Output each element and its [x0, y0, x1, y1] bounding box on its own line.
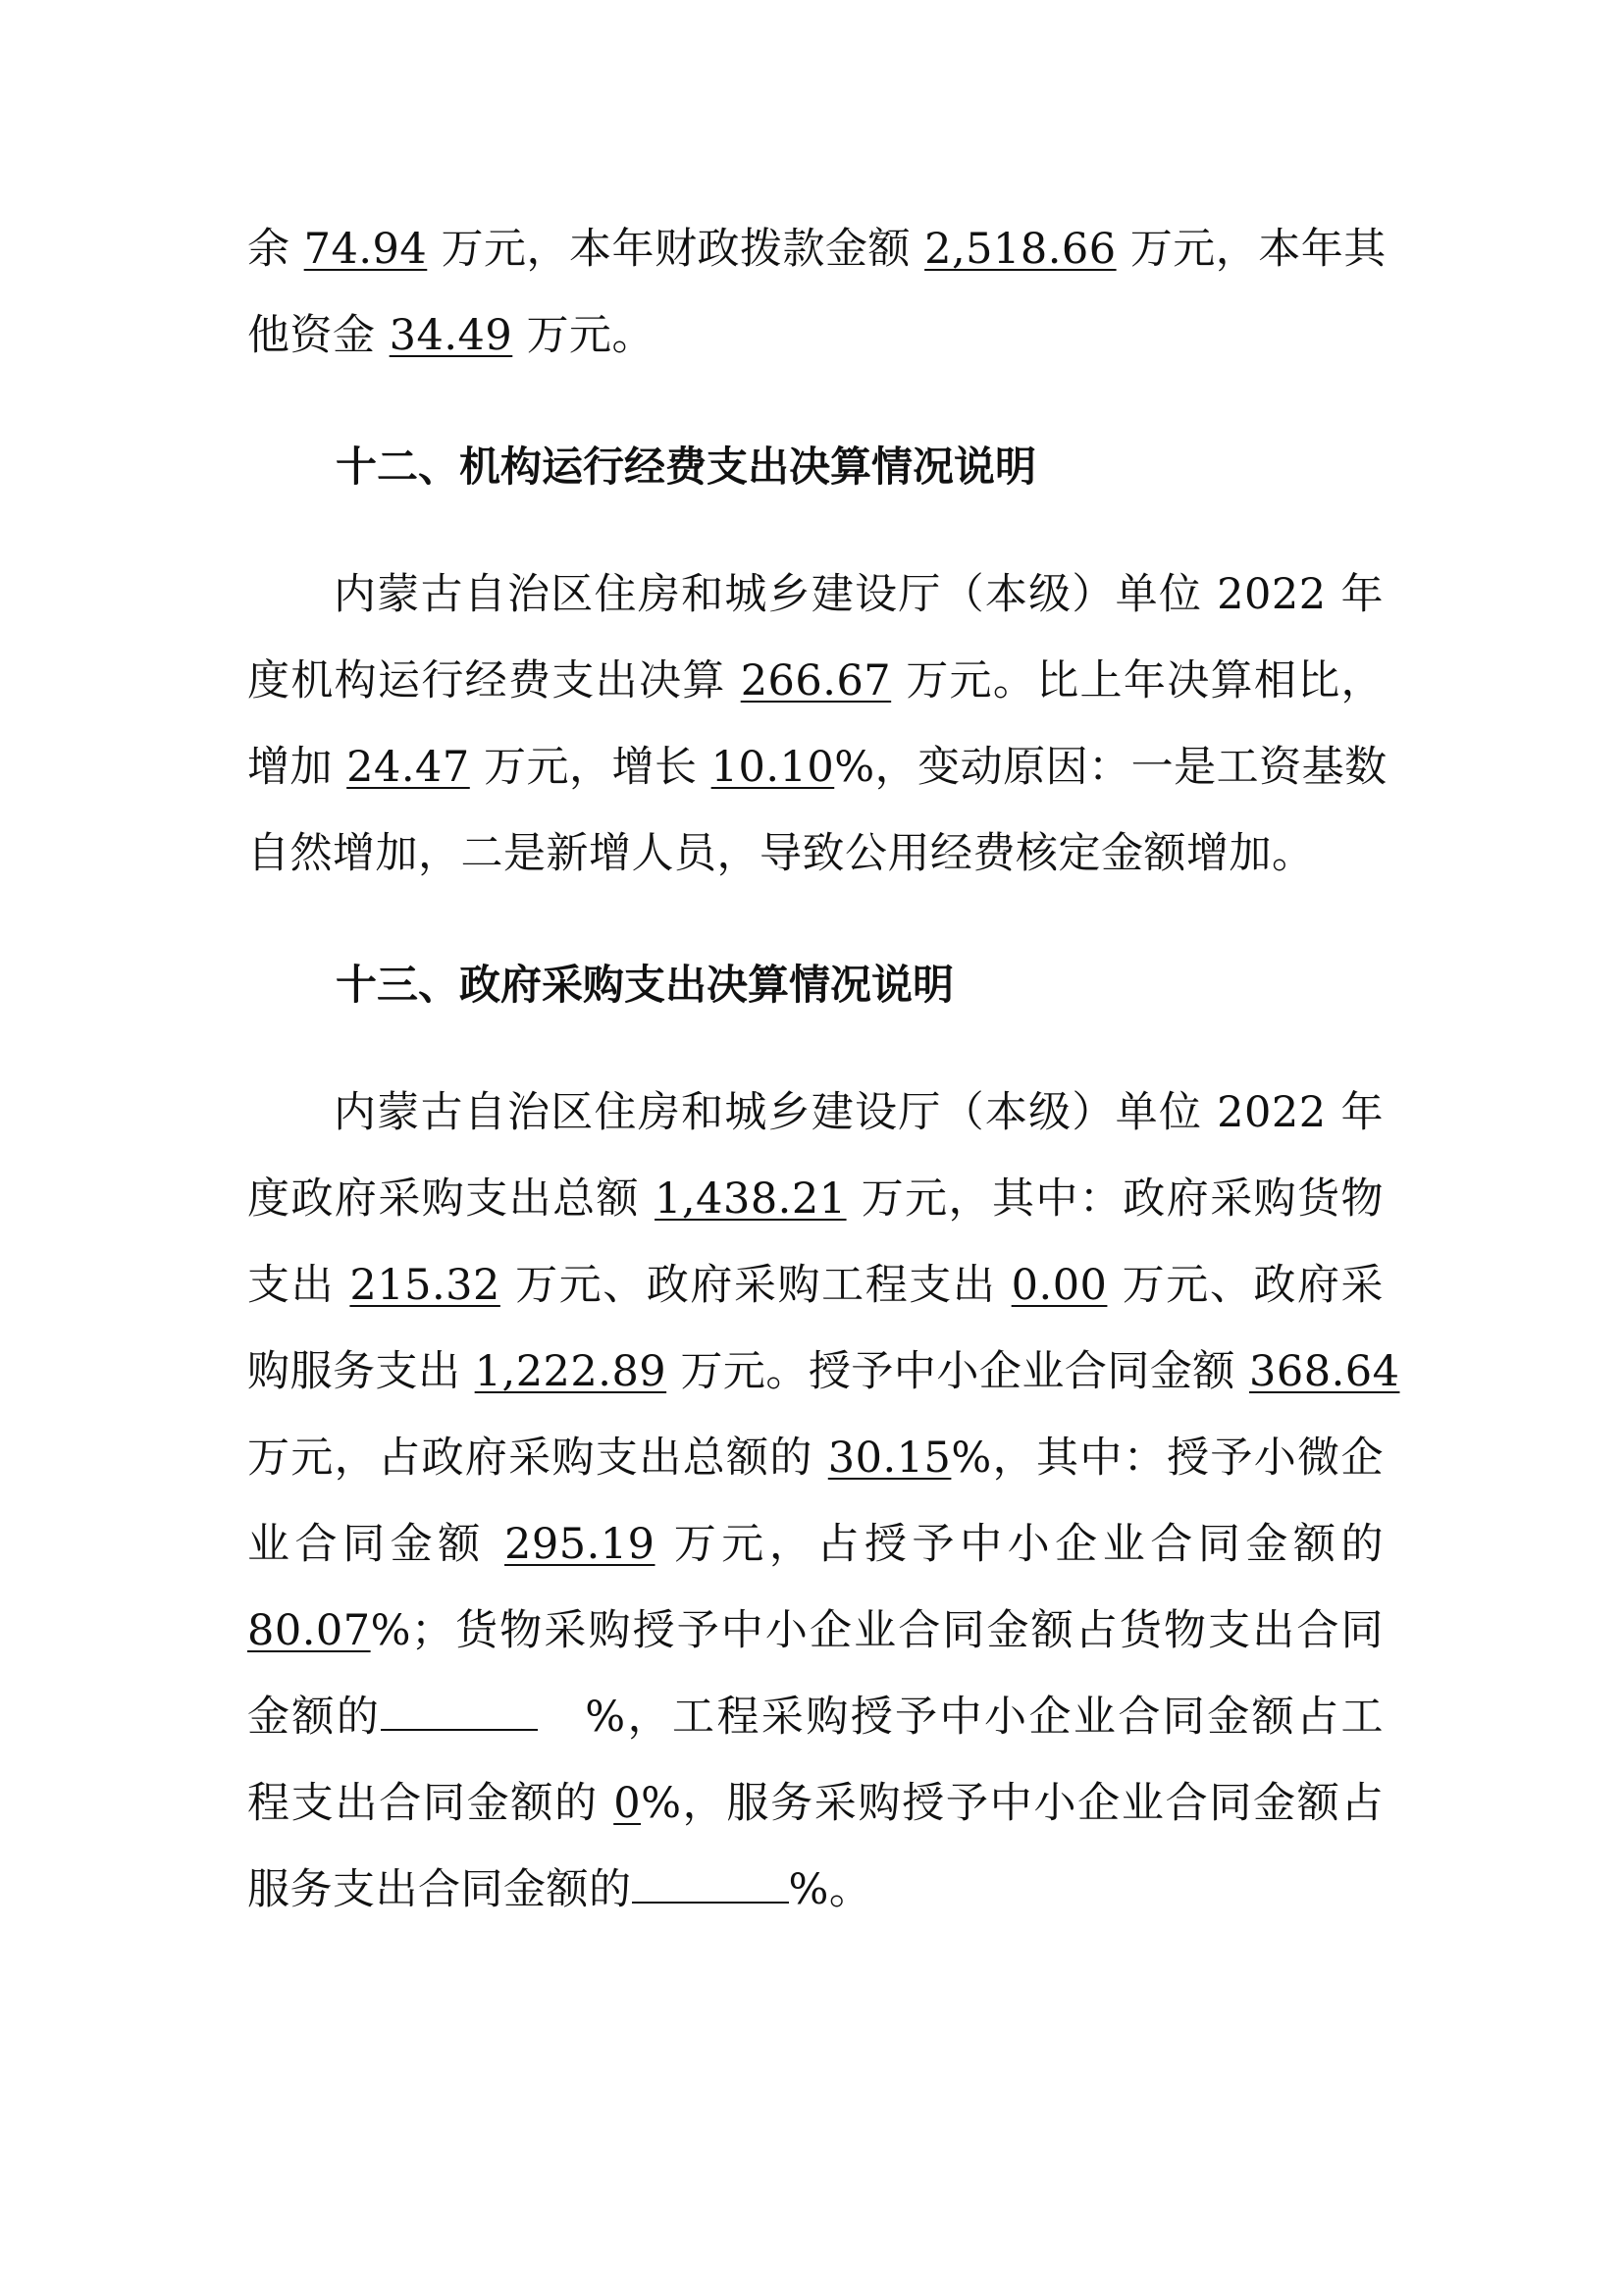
- text: 程支出合同金额的: [247, 1779, 599, 1828]
- percent-value: 0: [613, 1779, 642, 1828]
- paragraph-line: [247, 292, 1384, 379]
- text: 万元。比上年决算相比，: [906, 656, 1385, 705]
- text: %，工程采购授予中小企业合同金额占工: [585, 1693, 1384, 1742]
- text: 金额的: [247, 1693, 382, 1742]
- paragraph-line: [247, 206, 1387, 292]
- amount-value: 266.67: [740, 656, 892, 705]
- paragraph-line: [247, 638, 1384, 724]
- text: 增加: [247, 743, 333, 792]
- amount-value: 1,222.89: [474, 1347, 667, 1396]
- paragraph-line: [247, 1501, 1384, 1588]
- text: 余: [247, 225, 290, 274]
- text: %，变动原因：一是工资基数: [834, 743, 1388, 792]
- text: 万元，本年其: [1129, 225, 1387, 274]
- paragraph-line: [247, 1329, 1400, 1415]
- section-heading: 十二、机构运行经费支出决算情况说明: [336, 443, 1037, 491]
- section-heading: 十三、政府采购支出决算情况说明: [336, 961, 955, 1009]
- amount-value: 0.00: [1011, 1261, 1108, 1310]
- text: %，其中：授予小微企: [951, 1434, 1385, 1483]
- text: %，服务采购授予中小企业合同金额占: [641, 1779, 1385, 1828]
- text: %。: [788, 1865, 872, 1914]
- amount-value: 295.19: [504, 1520, 655, 1569]
- amount-value: 34.49: [389, 311, 513, 360]
- percent-value: 10.10: [710, 743, 835, 792]
- text: 万元，占授予中小企业合同金额的: [673, 1520, 1385, 1569]
- paragraph-line: [247, 1588, 1384, 1674]
- paragraph-line: 自然增加，二是新增人员，导致公用经费核定金额增加。: [247, 829, 1315, 878]
- amount-value: 24.47: [346, 743, 470, 792]
- text: 他资金: [247, 311, 376, 360]
- text: 万元。授予中小企业合同金额: [680, 1347, 1235, 1396]
- paragraph-line: [247, 1674, 1384, 1760]
- paragraph-line: [247, 1760, 1384, 1847]
- blank-field: [632, 1868, 789, 1904]
- document-page: [247, 206, 1400, 1933]
- text: 万元，本年财政拨款金额: [441, 225, 911, 274]
- text: 购服务支出: [247, 1347, 461, 1396]
- text: 万元、政府采购工程支出: [515, 1261, 997, 1310]
- percent-value: 30.15: [827, 1434, 952, 1483]
- paragraph-line: [247, 1415, 1384, 1501]
- text: 度机构运行经费支出决算: [247, 656, 726, 705]
- text: 万元、政府采: [1122, 1261, 1385, 1310]
- paragraph-line: 内蒙古自治区住房和城乡建设厅（本级）单位 2022 年: [334, 570, 1384, 619]
- amount-value: 215.32: [349, 1261, 500, 1310]
- amount-value: 2,518.66: [924, 225, 1117, 274]
- paragraph-line: 内蒙古自治区住房和城乡建设厅（本级）单位 2022 年: [334, 1088, 1384, 1137]
- amount-value: 1,438.21: [655, 1174, 847, 1224]
- amount-value: 368.64: [1249, 1347, 1400, 1396]
- text: 万元，其中：政府采购货物: [861, 1174, 1385, 1224]
- text: %；货物采购授予中小企业合同金额占货物支出合同: [370, 1606, 1384, 1655]
- text: 万元，增长: [483, 743, 698, 792]
- text: 服务支出合同金额的: [247, 1865, 632, 1914]
- paragraph-line: [247, 1847, 1384, 1933]
- paragraph-line: [247, 724, 1388, 810]
- paragraph-line: [247, 1242, 1384, 1329]
- paragraph-line: [247, 1156, 1384, 1242]
- percent-value: 80.07: [247, 1606, 371, 1655]
- text: 度政府采购支出总额: [247, 1174, 640, 1224]
- text: 业合同金额: [247, 1520, 486, 1569]
- text: 万元。: [526, 311, 655, 360]
- blank-field: [381, 1696, 538, 1731]
- text: 万元，占政府采购支出总额的: [247, 1434, 813, 1483]
- amount-value: 74.94: [303, 225, 428, 274]
- text: 支出: [247, 1261, 336, 1310]
